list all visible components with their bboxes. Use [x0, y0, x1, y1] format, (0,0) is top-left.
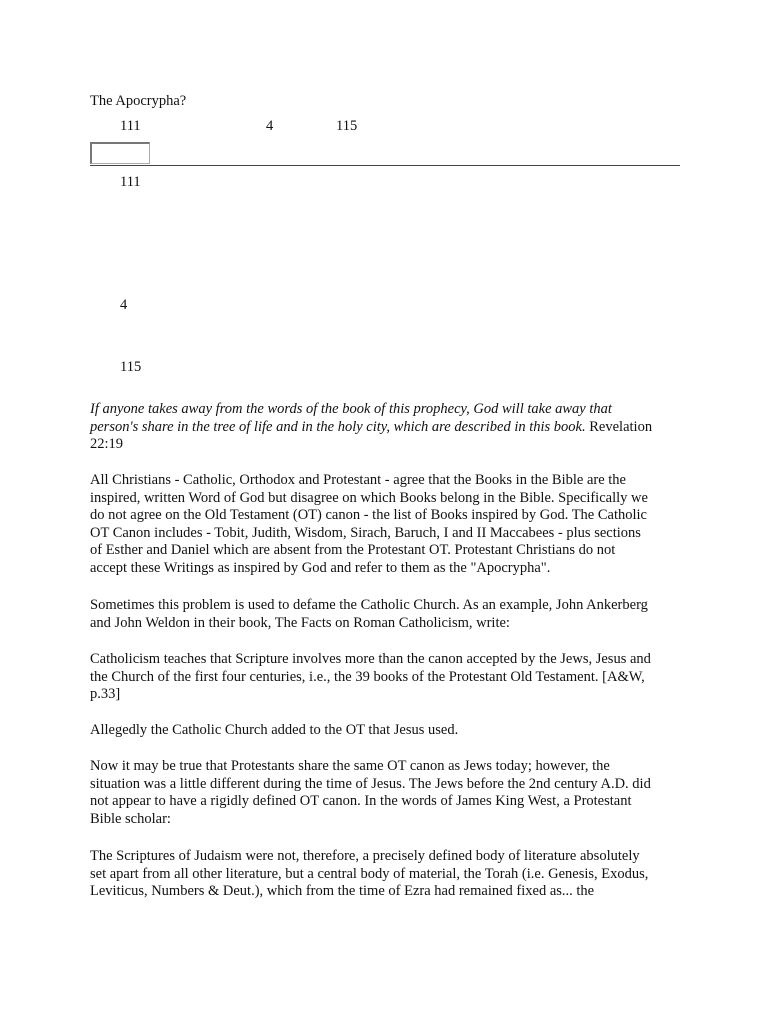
- paragraph-line: accept these Writings as inspired by God and refer to them as the "Apocrypha".: [90, 559, 551, 576]
- quote-reference-end: 22:19: [90, 436, 124, 452]
- page-number: 4: [266, 118, 274, 134]
- side-page-number: 4: [120, 297, 128, 313]
- page-input-box[interactable]: [90, 142, 150, 164]
- side-total: 115: [120, 359, 142, 375]
- page-total: 115: [336, 118, 358, 134]
- paragraph-line: Bible scholar:: [90, 810, 171, 827]
- paragraph-line: Allegedly the Catholic Church added to the OT that Jesus used.: [90, 722, 459, 738]
- paragraph-line: The Scriptures of Judaism were not, therefore, a precisely defined body of literature absolutely: [90, 848, 640, 864]
- page-title: The Apocrypha?: [90, 93, 187, 109]
- side-chapter-number: 111: [120, 174, 141, 190]
- paragraph-line: All Christians - Catholic, Orthodox and Protestant - agree that the Books in the Bible are the: [90, 472, 626, 488]
- paragraph-line: of Esther and Daniel which are absent from the Protestant OT. Protestant Christians do not: [90, 542, 616, 558]
- quote-line: person's share in the tree of life and in the holy city, which are described in this book.: [90, 418, 586, 435]
- quote-reference: Revelation: [589, 418, 653, 435]
- paragraph: [90, 472, 680, 577]
- chapter-number: 111: [120, 118, 141, 134]
- paragraph-line: Leviticus, Numbers & Deut.), which from the time of Ezra had remained fixed as... the: [90, 883, 595, 899]
- scripture-quote: [90, 401, 680, 454]
- paragraph: [90, 848, 680, 901]
- paragraph-line: Catholicism teaches that Scripture involves more than the canon accepted by the Jews, Jesus and: [90, 651, 651, 667]
- paragraph-line: situation was a little different during the time of Jesus. The Jews before the 2nd century A.D. did: [90, 775, 651, 792]
- paragraph-line: Now it may be true that Protestants share the same OT canon as Jews today; however, the: [90, 758, 610, 774]
- header-divider: [90, 165, 680, 166]
- paragraph-line: p.33]: [90, 686, 121, 702]
- paragraph: [90, 651, 680, 704]
- paragraph-line: set apart from all other literature, but a central body of material, the Torah (i.e. Genesis, Exodus,: [90, 865, 649, 882]
- paragraph-line: inspired, written Word of God but disagree on which Books belong in the Bible. Specifically we: [90, 489, 648, 506]
- paragraph-line: OT Canon includes - Tobit, Judith, Wisdom, Sirach, Baruch, I and II Maccabees - plus sections: [90, 524, 641, 541]
- paragraph-line: not appear to have a rigidly defined OT canon. In the words of James King West, a Protestant: [90, 793, 632, 809]
- paragraph-line: the Church of the first four centuries, i.e., the 39 books of the Protestant Old Testament. [A&W,: [90, 668, 645, 685]
- paragraph-line: and John Weldon in their book, The Facts on Roman Catholicism, write:: [90, 614, 510, 631]
- paragraph: [90, 722, 680, 740]
- quote-line: If anyone takes away from the words of the book of this prophecy, God will take away that: [90, 401, 612, 417]
- paragraph: [90, 597, 680, 632]
- paragraph-line: Sometimes this problem is used to defame the Catholic Church. As an example, John Ankerberg: [90, 597, 648, 613]
- paragraph-line: do not agree on the Old Testament (OT) canon - the list of Books inspired by God. The Catholic: [90, 507, 647, 523]
- paragraph: [90, 758, 680, 828]
